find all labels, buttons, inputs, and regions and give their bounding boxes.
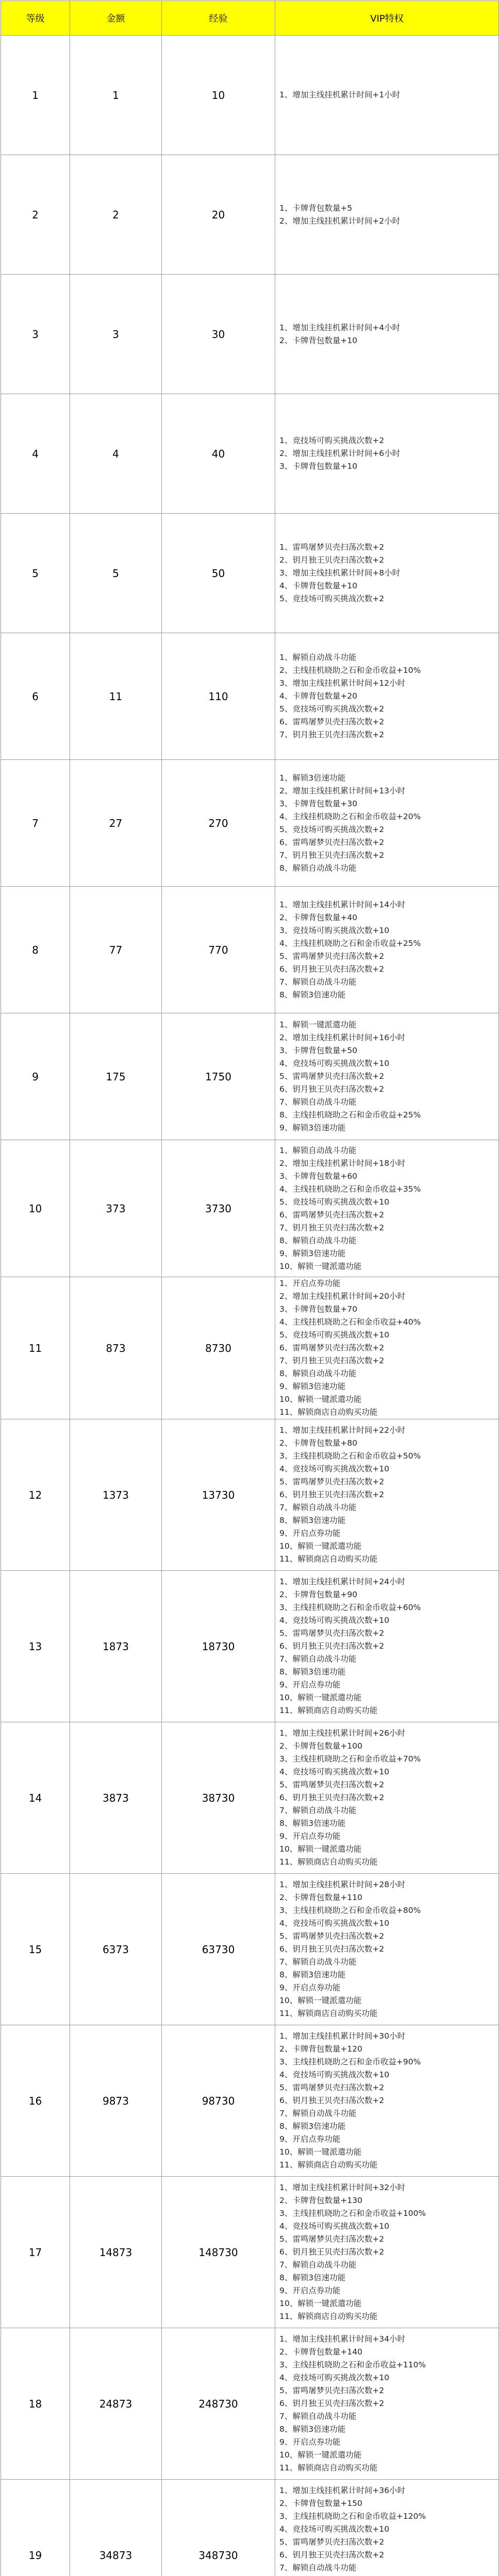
perk-item: 2、增加主线挂机累计时间+18小时 bbox=[279, 1158, 406, 1168]
perk-item: 2、钥月独王贝壳扫荡次数+2 bbox=[279, 555, 385, 565]
perk-item: 5、雷鸣屠梦贝壳扫荡次数+2 bbox=[279, 2386, 385, 2395]
level-cell: 18 bbox=[1, 2328, 70, 2480]
perk-item: 9、开启点券功能 bbox=[279, 1983, 341, 1992]
perk-item: 1、解锁一键派遣功能 bbox=[279, 1020, 357, 1029]
perks-cell bbox=[275, 1140, 499, 1277]
exp-cell: 110 bbox=[162, 633, 275, 760]
perk-item: 10、解锁一键派遣功能 bbox=[279, 2147, 362, 2157]
perk-item: 7、钥月独王贝壳扫荡次数+2 bbox=[279, 850, 385, 860]
perk-item: 5、竞技场可购买挑战次数+2 bbox=[279, 824, 385, 834]
table-row bbox=[1, 1277, 499, 1419]
level-cell: 15 bbox=[1, 1874, 70, 2025]
level-cell: 6 bbox=[1, 633, 70, 760]
perk-item: 4、竞技场可购买挑战次数+10 bbox=[279, 1919, 390, 1928]
perk-item: 4、竞技场可购买挑战次数+10 bbox=[279, 2222, 390, 2231]
level-cell: 11 bbox=[1, 1277, 70, 1419]
exp-cell: 770 bbox=[162, 887, 275, 1013]
perk-item: 2、增加主线挂机累计时间+2小时 bbox=[279, 216, 401, 226]
perk-item: 2、卡牌背包数量+120 bbox=[279, 2044, 362, 2054]
perk-item: 4、竞技场可购买挑战次数+10 bbox=[279, 1767, 390, 1776]
perk-item: 5、竞技场可购买挑战次数+2 bbox=[279, 704, 385, 714]
perk-item: 8、解锁3倍速功能 bbox=[279, 1819, 346, 1828]
table-row bbox=[1, 2177, 499, 2328]
perk-item: 11、解锁商店自动购买功能 bbox=[279, 2463, 378, 2472]
exp-cell: 50 bbox=[162, 514, 275, 633]
level-cell: 12 bbox=[1, 1419, 70, 1571]
table-row bbox=[1, 760, 499, 887]
perk-item: 6、雷鸣屠梦贝壳扫荡次数+2 bbox=[279, 717, 385, 726]
perk-item: 8、主线挂机晓助之石和金币收益+25% bbox=[279, 1110, 421, 1120]
level-cell: 4 bbox=[1, 394, 70, 514]
perks-cell bbox=[275, 1277, 499, 1419]
perk-item: 9、开启点券功能 bbox=[279, 1680, 341, 1689]
exp-cell: 248730 bbox=[162, 2328, 275, 2480]
perk-item: 1、增加主线挂机累计时间+26小时 bbox=[279, 1728, 406, 1738]
amount-cell: 3873 bbox=[70, 1722, 162, 1874]
perk-item: 5、竞技场可购买挑战次数+10 bbox=[279, 1330, 390, 1340]
amount-cell: 175 bbox=[70, 1013, 162, 1140]
perks-cell bbox=[275, 1013, 499, 1140]
perk-item: 3、主线挂机晓助之石和金币收益+80% bbox=[279, 1906, 421, 1915]
perk-item: 4、卡牌背包数量+10 bbox=[279, 581, 358, 590]
perk-item: 3、卡牌背包数量+30 bbox=[279, 799, 358, 808]
table-row bbox=[1, 1140, 499, 1277]
amount-cell: 1 bbox=[70, 36, 162, 155]
perk-item: 8、解锁3倍速功能 bbox=[279, 990, 346, 999]
perk-item: 1、开启点券功能 bbox=[279, 1279, 341, 1288]
perk-item: 2、增加主线挂机累计时间+16小时 bbox=[279, 1033, 406, 1042]
perk-item: 5、雷鸣屠梦贝壳扫荡次数+2 bbox=[279, 2234, 385, 2244]
table-row bbox=[1, 1419, 499, 1571]
amount-cell: 9873 bbox=[70, 2025, 162, 2177]
perk-item: 6、钥月独王贝壳扫荡次数+2 bbox=[279, 2247, 385, 2257]
perk-item: 5、雷鸣屠梦贝壳扫荡次数+2 bbox=[279, 951, 385, 961]
perks-cell bbox=[275, 394, 499, 514]
perk-item: 10、解锁一键派遣功能 bbox=[279, 1844, 362, 1854]
header-level: 等级 bbox=[1, 1, 70, 36]
perk-item: 6、雷鸣屠梦贝壳扫荡次数+2 bbox=[279, 837, 385, 847]
amount-cell: 11 bbox=[70, 633, 162, 760]
perk-item: 6、钥月独王贝壳扫荡次数+2 bbox=[279, 1793, 385, 1802]
amount-cell: 1373 bbox=[70, 1419, 162, 1571]
perk-item: 8、解锁自动战斗功能 bbox=[279, 1235, 357, 1245]
exp-cell: 348730 bbox=[162, 2480, 275, 2576]
level-cell: 7 bbox=[1, 760, 70, 887]
perk-item: 3、卡牌背包数量+70 bbox=[279, 1304, 358, 1314]
perk-item: 9、解锁3倍速功能 bbox=[279, 1382, 346, 1391]
header-vip-privileges: VIP特权 bbox=[275, 1, 499, 36]
amount-cell: 2 bbox=[70, 155, 162, 275]
perk-item: 5、雷鸣屠梦贝壳扫荡次数+2 bbox=[279, 1629, 385, 1638]
perk-item: 7、解锁自动战斗功能 bbox=[279, 1806, 357, 1815]
perk-item: 6、钥月独王贝壳扫荡次数+2 bbox=[279, 964, 385, 974]
perk-item: 1、增加主线挂机累计时间+34小时 bbox=[279, 2334, 406, 2344]
perk-item: 7、钥月独王贝壳扫荡次数+2 bbox=[279, 1223, 385, 1232]
amount-cell: 873 bbox=[70, 1277, 162, 1419]
perk-item: 11、解锁商店自动购买功能 bbox=[279, 1554, 378, 1564]
perk-item: 5、竞技场可购买挑战次数+2 bbox=[279, 594, 385, 603]
perks-cell bbox=[275, 275, 499, 394]
perk-item: 2、卡牌背包数量+110 bbox=[279, 1893, 362, 1902]
perk-item: 4、竞技场可购买挑战次数+10 bbox=[279, 2070, 390, 2079]
perk-item: 3、主线挂机晓助之石和金币收益+90% bbox=[279, 2057, 421, 2066]
perk-item: 5、雷鸣屠梦贝壳扫荡次数+2 bbox=[279, 2537, 385, 2547]
perk-item: 1、雷鸣屠梦贝壳扫荡次数+2 bbox=[279, 543, 385, 552]
perk-item: 10、解锁一键派遣功能 bbox=[279, 1693, 362, 1702]
level-cell: 16 bbox=[1, 2025, 70, 2177]
perks-cell bbox=[275, 2480, 499, 2576]
perk-item: 1、竞技场可购买挑战次数+2 bbox=[279, 436, 385, 445]
perks-cell bbox=[275, 760, 499, 887]
table-body bbox=[1, 36, 499, 2576]
level-cell: 3 bbox=[1, 275, 70, 394]
perks-cell bbox=[275, 2328, 499, 2480]
table-row bbox=[1, 1722, 499, 1874]
perk-item: 6、钥月独王贝壳扫荡次数+2 bbox=[279, 1641, 385, 1651]
level-cell: 17 bbox=[1, 2177, 70, 2328]
perk-item: 7、解锁自动战斗功能 bbox=[279, 2412, 357, 2421]
perk-item: 4、主线挂机晓助之石和金币收益+25% bbox=[279, 938, 421, 948]
perk-item: 6、钥月独王贝壳扫荡次数+2 bbox=[279, 1084, 385, 1094]
exp-cell: 30 bbox=[162, 275, 275, 394]
level-cell: 10 bbox=[1, 1140, 70, 1277]
amount-cell: 6373 bbox=[70, 1874, 162, 2025]
table-row bbox=[1, 633, 499, 760]
perk-item: 1、增加主线挂机累计时间+4小时 bbox=[279, 323, 401, 332]
table-row bbox=[1, 275, 499, 394]
perk-item: 4、竞技场可购买挑战次数+10 bbox=[279, 1464, 390, 1473]
perk-item: 8、解锁3倍速功能 bbox=[279, 1970, 346, 1979]
perk-item: 7、解锁自动战斗功能 bbox=[279, 2563, 357, 2572]
perk-item: 8、解锁3倍速功能 bbox=[279, 1667, 346, 1676]
amount-cell: 34873 bbox=[70, 2480, 162, 2576]
exp-cell: 10 bbox=[162, 36, 275, 155]
exp-cell: 98730 bbox=[162, 2025, 275, 2177]
perk-item: 2、卡牌背包数量+150 bbox=[279, 2499, 362, 2508]
perk-item: 4、竞技场可购买挑战次数+10 bbox=[279, 2524, 390, 2534]
vip-privilege-table bbox=[1, 1, 499, 2576]
table-row bbox=[1, 514, 499, 633]
perk-item: 2、卡牌背包数量+10 bbox=[279, 335, 358, 345]
header-exp: 经验 bbox=[162, 1, 275, 36]
perk-item: 7、钥月独王贝壳扫荡次数+2 bbox=[279, 1356, 385, 1365]
perk-item: 4、主线挂机晓助之石和金币收益+40% bbox=[279, 1317, 421, 1327]
exp-cell: 20 bbox=[162, 155, 275, 275]
table-row bbox=[1, 2480, 499, 2576]
perk-item: 10、解锁一键派遣功能 bbox=[279, 1541, 362, 1551]
perk-item: 11、解锁商店自动购买功能 bbox=[279, 1408, 378, 1417]
amount-cell: 24873 bbox=[70, 2328, 162, 2480]
perk-item: 9、开启点券功能 bbox=[279, 2134, 341, 2144]
perk-item: 9、开启点券功能 bbox=[279, 1832, 341, 1841]
perk-item: 7、解锁自动战斗功能 bbox=[279, 1957, 357, 1967]
perk-item: 5、雷鸣屠梦贝壳扫荡次数+2 bbox=[279, 1931, 385, 1941]
exp-cell: 38730 bbox=[162, 1722, 275, 1874]
perk-item: 3、增加主线挂机累计时间+12小时 bbox=[279, 679, 406, 688]
perk-item: 3、主线挂机晓助之石和金币收益+120% bbox=[279, 2512, 426, 2521]
amount-cell: 4 bbox=[70, 394, 162, 514]
level-cell: 8 bbox=[1, 887, 70, 1013]
perk-item: 1、卡牌背包数量+5 bbox=[279, 203, 353, 213]
amount-cell: 27 bbox=[70, 760, 162, 887]
perk-item: 1、解锁3倍速功能 bbox=[279, 773, 346, 783]
table-row bbox=[1, 155, 499, 275]
perk-item: 2、卡牌背包数量+100 bbox=[279, 1741, 362, 1751]
perks-cell bbox=[275, 1419, 499, 1571]
perk-item: 11、解锁商店自动购买功能 bbox=[279, 2160, 378, 2170]
perk-item: 3、增加主线挂机累计时间+8小时 bbox=[279, 568, 401, 578]
perk-item: 3、竞技场可购买挑战次数+10 bbox=[279, 925, 390, 935]
perk-item: 9、开启点券功能 bbox=[279, 2437, 341, 2447]
exp-cell: 270 bbox=[162, 760, 275, 887]
perk-item: 9、解锁3倍速功能 bbox=[279, 1248, 346, 1258]
level-cell: 19 bbox=[1, 2480, 70, 2576]
perk-item: 10、解锁一键派遣功能 bbox=[279, 1261, 362, 1271]
perk-item: 8、解锁自动战斗功能 bbox=[279, 1369, 357, 1378]
perk-item: 6、钥月独王贝壳扫荡次数+2 bbox=[279, 2550, 385, 2560]
perks-cell bbox=[275, 514, 499, 633]
perks-cell bbox=[275, 887, 499, 1013]
perk-item: 9、开启点券功能 bbox=[279, 1529, 341, 1538]
perk-item: 5、雷鸣屠梦贝壳扫荡次数+2 bbox=[279, 1072, 385, 1081]
perk-item: 1、增加主线挂机累计时间+28小时 bbox=[279, 1880, 406, 1889]
perks-cell bbox=[275, 1722, 499, 1874]
perk-item: 7、解锁自动战斗功能 bbox=[279, 1097, 357, 1107]
exp-cell: 40 bbox=[162, 394, 275, 514]
perk-item: 2、卡牌背包数量+90 bbox=[279, 1590, 358, 1599]
level-cell: 9 bbox=[1, 1013, 70, 1140]
perk-item: 7、解锁自动战斗功能 bbox=[279, 1503, 357, 1512]
perks-cell bbox=[275, 633, 499, 760]
level-cell: 5 bbox=[1, 514, 70, 633]
amount-cell: 1873 bbox=[70, 1571, 162, 1722]
perk-item: 1、增加主线挂机累计时间+24小时 bbox=[279, 1577, 406, 1586]
perk-item: 11、解锁商店自动购买功能 bbox=[279, 1857, 378, 1867]
perks-cell bbox=[275, 2177, 499, 2328]
exp-cell: 13730 bbox=[162, 1419, 275, 1571]
perk-item: 3、卡牌背包数量+10 bbox=[279, 462, 358, 471]
exp-cell: 63730 bbox=[162, 1874, 275, 2025]
perk-item: 11、解锁商店自动购买功能 bbox=[279, 2312, 378, 2321]
perk-item: 11、解锁商店自动购买功能 bbox=[279, 1706, 378, 1715]
perk-item: 6、钥月独王贝壳扫荡次数+2 bbox=[279, 1490, 385, 1499]
perks-cell bbox=[275, 2025, 499, 2177]
exp-cell: 8730 bbox=[162, 1277, 275, 1419]
perk-item: 7、钥月独王贝壳扫荡次数+2 bbox=[279, 730, 385, 739]
level-cell: 14 bbox=[1, 1722, 70, 1874]
perk-item: 1、增加主线挂机累计时间+14小时 bbox=[279, 900, 406, 909]
perk-item: 1、增加主线挂机累计时间+32小时 bbox=[279, 2183, 406, 2192]
perk-item: 4、卡牌背包数量+20 bbox=[279, 691, 358, 701]
exp-cell: 1750 bbox=[162, 1013, 275, 1140]
perk-item: 4、竞技场可购买挑战次数+10 bbox=[279, 1616, 390, 1625]
perk-item: 3、卡牌背包数量+60 bbox=[279, 1171, 358, 1181]
perk-item: 3、主线挂机晓助之石和金币收益+110% bbox=[279, 2360, 426, 2369]
header-row bbox=[1, 1, 499, 36]
level-cell: 2 bbox=[1, 155, 70, 275]
table-row bbox=[1, 36, 499, 155]
perk-item: 5、雷鸣屠梦贝壳扫荡次数+2 bbox=[279, 1477, 385, 1486]
perk-item: 10、解锁一键派遣功能 bbox=[279, 1996, 362, 2005]
perk-item: 5、竞技场可购买挑战次数+10 bbox=[279, 1197, 390, 1207]
perk-item: 6、雷鸣屠梦贝壳扫荡次数+2 bbox=[279, 1210, 385, 1219]
perk-item: 2、增加主线挂机累计时间+20小时 bbox=[279, 1292, 406, 1301]
perk-item: 6、雷鸣屠梦贝壳扫荡次数+2 bbox=[279, 1343, 385, 1352]
perk-item: 2、增加主线挂机累计时间+6小时 bbox=[279, 449, 401, 458]
perk-item: 9、解锁3倍速功能 bbox=[279, 1123, 346, 1132]
perk-item: 5、雷鸣屠梦贝壳扫荡次数+2 bbox=[279, 2083, 385, 2092]
header-amount: 金额 bbox=[70, 1, 162, 36]
perk-item: 1、解锁自动战斗功能 bbox=[279, 653, 357, 662]
perk-item: 2、卡牌背包数量+130 bbox=[279, 2196, 362, 2205]
perk-item: 6、钥月独王贝壳扫荡次数+2 bbox=[279, 1944, 385, 1954]
table-row bbox=[1, 1571, 499, 1722]
amount-cell: 373 bbox=[70, 1140, 162, 1277]
perk-item: 2、主线挂机晓助之石和金币收益+10% bbox=[279, 666, 421, 675]
perk-item: 1、增加主线挂机累计时间+30小时 bbox=[279, 2031, 406, 2041]
perk-item: 3、主线挂机晓助之石和金币收益+70% bbox=[279, 1754, 421, 1764]
table-row bbox=[1, 2025, 499, 2177]
perk-item: 4、主线挂机晓助之石和金币收益+20% bbox=[279, 811, 421, 821]
perk-item: 1、解锁自动战斗功能 bbox=[279, 1145, 357, 1155]
perk-item: 11、解锁商店自动购买功能 bbox=[279, 2009, 378, 2018]
perks-cell bbox=[275, 1571, 499, 1722]
table-row bbox=[1, 1874, 499, 2025]
level-cell: 13 bbox=[1, 1571, 70, 1722]
perk-item: 8、解锁自动战斗功能 bbox=[279, 863, 357, 873]
perk-item: 6、钥月独王贝壳扫荡次数+2 bbox=[279, 2399, 385, 2408]
exp-cell: 148730 bbox=[162, 2177, 275, 2328]
perk-item: 1、增加主线挂机累计时间+36小时 bbox=[279, 2486, 406, 2495]
perk-item: 8、解锁3倍速功能 bbox=[279, 2273, 346, 2282]
amount-cell: 14873 bbox=[70, 2177, 162, 2328]
amount-cell: 5 bbox=[70, 514, 162, 633]
perk-item: 2、卡牌背包数量+80 bbox=[279, 1438, 358, 1448]
level-cell: 1 bbox=[1, 36, 70, 155]
perk-item: 5、雷鸣屠梦贝壳扫荡次数+2 bbox=[279, 1780, 385, 1789]
amount-cell: 77 bbox=[70, 887, 162, 1013]
amount-cell: 3 bbox=[70, 275, 162, 394]
perk-item: 10、解锁一键派遣功能 bbox=[279, 1395, 362, 1404]
perk-item: 2、卡牌背包数量+40 bbox=[279, 912, 358, 922]
perk-item: 1、增加主线挂机累计时间+22小时 bbox=[279, 1426, 406, 1435]
perk-item: 6、钥月独王贝壳扫荡次数+2 bbox=[279, 2096, 385, 2105]
perk-item: 3、主线挂机晓助之石和金币收益+100% bbox=[279, 2209, 426, 2218]
perk-item: 3、卡牌背包数量+50 bbox=[279, 1046, 358, 1055]
table-row bbox=[1, 2328, 499, 2480]
table-row bbox=[1, 887, 499, 1013]
perk-item: 4、主线挂机晓助之石和金币收益+35% bbox=[279, 1184, 421, 1194]
perk-item: 7、解锁自动战斗功能 bbox=[279, 2109, 357, 2118]
perk-item: 8、解锁3倍速功能 bbox=[279, 2425, 346, 2434]
perk-item: 10、解锁一键派遣功能 bbox=[279, 2450, 362, 2460]
table-row bbox=[1, 394, 499, 514]
perks-cell bbox=[275, 36, 499, 155]
perk-item: 7、解锁自动战斗功能 bbox=[279, 977, 357, 987]
perk-item: 4、竞技场可购买挑战次数+10 bbox=[279, 1059, 390, 1068]
perk-item: 1、增加主线挂机累计时间+1小时 bbox=[279, 90, 401, 99]
perk-item: 8、解锁3倍速功能 bbox=[279, 2122, 346, 2131]
perk-item: 7、解锁自动战斗功能 bbox=[279, 2260, 357, 2269]
table-row bbox=[1, 1013, 499, 1140]
perk-item: 9、开启点券功能 bbox=[279, 2286, 341, 2295]
perk-item: 4、竞技场可购买挑战次数+10 bbox=[279, 2373, 390, 2382]
perk-item: 7、解锁自动战斗功能 bbox=[279, 1654, 357, 1664]
perk-item: 3、主线挂机晓助之石和金币收益+60% bbox=[279, 1603, 421, 1612]
perks-cell bbox=[275, 1874, 499, 2025]
perk-item: 2、卡牌背包数量+140 bbox=[279, 2347, 362, 2357]
perk-item: 8、解锁3倍速功能 bbox=[279, 1516, 346, 1525]
perk-item: 3、主线挂机晓助之石和金币收益+50% bbox=[279, 1451, 421, 1461]
perk-item: 2、增加主线挂机累计时间+13小时 bbox=[279, 786, 406, 795]
exp-cell: 18730 bbox=[162, 1571, 275, 1722]
perks-cell bbox=[275, 155, 499, 275]
exp-cell: 3730 bbox=[162, 1140, 275, 1277]
perk-item: 10、解锁一键派遣功能 bbox=[279, 2299, 362, 2308]
